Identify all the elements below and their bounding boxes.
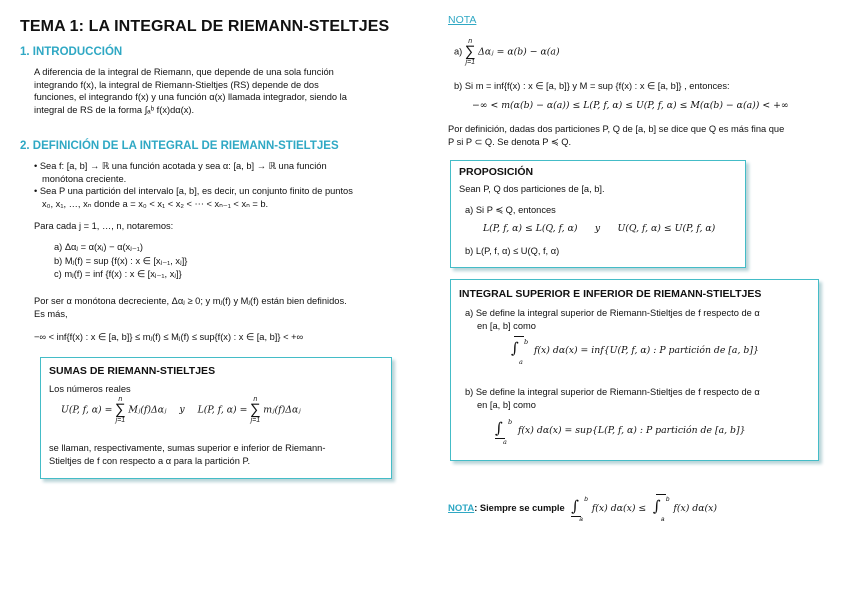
limit-b: b <box>508 418 513 426</box>
sum-sign: ∑ <box>249 401 261 418</box>
proposicion-intro: Sean P, Q dos particiones de [a, b]. <box>459 184 605 194</box>
integral-a-line: a) Se define la integral superior de Riemann-Stieltjes de f respecto de α <box>465 308 760 318</box>
proposicion-b: b) L(P, f, α) ≤ U(Q, f, α) <box>465 246 560 256</box>
def-line: monótona creciente. <box>42 173 127 184</box>
lower-sum-lhs: L(P, f, α) = <box>197 404 248 416</box>
summation-symbol <box>115 396 126 424</box>
upper-integral-eq: f(x) dα(x) = inf{U(P, f, α) : P partición de [a, b]} <box>533 345 759 356</box>
item-a-label: a) <box>454 46 463 57</box>
sumas-formulas <box>61 396 301 424</box>
para-cada: Para cada j = 1, …, n, notaremos: <box>34 221 174 231</box>
intro-line: A diferencia de la integral de Riemann, que depende de una sola función <box>34 67 334 77</box>
notation-item: b) Mⱼ(f) = sup {f(x) : x ∈ [xⱼ₋₁, xⱼ]} <box>54 255 188 266</box>
monotone-paragraph <box>34 295 347 320</box>
lower-integral-sign: ∫ b a <box>495 420 515 439</box>
integral-b-line: en [a, b] como <box>477 399 536 410</box>
def-line: • Sea P una partición del intervalo [a, b], es decir, un conjunto finito de puntos <box>34 186 353 197</box>
sum-lower-limit: j=1 <box>465 59 475 66</box>
upper-sum-lhs: U(P, f, α) = <box>61 404 113 416</box>
nota-final-rhs: f(x) dα(x) <box>673 503 718 514</box>
limit-b: b <box>584 496 588 503</box>
sum-upper-limit: n <box>118 396 123 403</box>
proposicion-title: PROPOSICIÓN <box>459 166 534 178</box>
notation-list <box>54 241 187 282</box>
nota-final-text: : Siempre se cumple <box>474 503 565 513</box>
proposicion-a-equations <box>483 223 715 236</box>
monotone-line: Es más, <box>34 308 68 319</box>
bounds-inequality: −∞ < inf{f(x) : x ∈ [a, b]} ≤ mⱼ(f) ≤ Mⱼ(f) ≤ sup{f(x) : x ∈ [a, b]} < +∞ <box>34 332 304 342</box>
nota-final <box>448 496 718 523</box>
integral-b-line: b) Se define la integral superior de Riemann-Stieltjes de f respecto de α <box>465 387 760 397</box>
integral-box <box>450 279 819 461</box>
notation-item: c) mⱼ(f) = inf {f(x) : x ∈ [xⱼ₋₁, xⱼ]} <box>54 269 182 279</box>
nota-item-a <box>454 38 560 66</box>
sumas-text <box>49 442 325 467</box>
proposicion-box <box>450 160 746 268</box>
nota-item-b: b) Si m = inf{f(x) : x ∈ [a, b]} y M = sup {f(x) : x ∈ [a, b]} , entonces: <box>454 81 730 91</box>
sum-lower-limit: j=1 <box>115 417 126 424</box>
summation-symbol <box>250 396 261 424</box>
page-title: TEMA 1: LA INTEGRAL DE RIEMANN-STELTJES <box>20 18 390 35</box>
upper-integral-formula <box>511 338 759 366</box>
sumas-intro: Los números reales <box>49 384 131 394</box>
intro-paragraph <box>34 66 347 116</box>
sum-upper-limit: n <box>468 38 473 45</box>
def-line: x₀, x₁, …, xₙ donde a = x₀ < x₁ < x₂ < ⋯ < xₙ₋₁ < xₙ = b. <box>42 198 269 209</box>
limit-a: a <box>503 438 507 446</box>
section-definicion: 2. DEFINICIÓN DE LA INTEGRAL DE RIEMANN-STIELTJES <box>20 140 339 152</box>
intro-line: integrando f(x), la integral de Riemann-Stieltjes (RS) depende de dos <box>34 79 319 90</box>
nota-final-lhs: f(x) dα(x) ≤ <box>591 503 647 514</box>
prop-a-conjunction: y <box>594 223 601 234</box>
finer-line: Por definición, dadas dos particiones P, Q de [a, b] se dice que Q es más fina que <box>448 124 785 134</box>
finer-partition-definition <box>448 123 784 148</box>
intro-line: integral de RS de la forma ∫ₐᵇ f(x)dα(x). <box>34 104 195 115</box>
intro-line: funciones, el integrando f(x) y una función α(x) llamada integrador, siendo la <box>34 92 347 103</box>
section-introduccion: 1. INTRODUCCIÓN <box>20 46 123 58</box>
sumas-box <box>40 357 392 479</box>
monotone-line: Por ser α monótona decreciente, Δαⱼ ≥ 0; y mⱼ(f) y Mⱼ(f) están bien definidos. <box>34 296 347 306</box>
sum-lower-limit: j=1 <box>250 417 261 424</box>
limit-b: b <box>524 338 529 346</box>
limit-a: a <box>660 516 665 523</box>
notation-item: a) Δαⱼ = α(xⱼ) − α(xⱼ₋₁) <box>54 242 143 252</box>
upper-integral-sign: ∫ b a <box>653 498 671 516</box>
upper-bar <box>514 336 524 337</box>
sumas-title: SUMAS DE RIEMANN-STIELTJES <box>49 365 216 377</box>
integral-b-text <box>465 386 760 411</box>
nota-item-b-equation: −∞ < m(α(b) − α(a)) ≤ L(P, f, α) ≤ U(P, f, α) ≤ M(α(b) − α(a)) < +∞ <box>472 100 789 111</box>
item-a-equation: Δαⱼ = α(b) − α(a) <box>478 46 560 58</box>
lower-integral-eq: f(x) dα(x) = sup{L(P, f, α) : P partición de [a, b]} <box>517 425 746 436</box>
lower-integral-sign: ∫ b a <box>571 498 589 516</box>
lower-integral-formula <box>495 418 746 446</box>
upper-integral-sign: ∫ b a <box>511 340 531 359</box>
prop-a-eq1: L(P, f, α) ≤ L(Q, f, α) <box>483 223 578 234</box>
integral-a-line: en [a, b] como <box>477 320 536 331</box>
sum-sign: ∑ <box>115 401 126 418</box>
conjunction-y: y <box>179 404 185 416</box>
upper-sum-term: Mⱼ(f)Δαⱼ <box>128 404 167 416</box>
summation-symbol <box>465 38 476 66</box>
def-line: • Sea f: [a, b] → ℝ una función acotada y sea α: [a, b] → ℝ una función <box>34 161 327 171</box>
proposicion-a: a) Si P ≼ Q, entonces <box>465 205 556 215</box>
limit-b: b <box>665 496 670 503</box>
limit-a: a <box>519 358 523 366</box>
lower-sum-term: mⱼ(f)Δαⱼ <box>263 404 301 416</box>
sumas-text-line: se llaman, respectivamente, sumas superior e inferior de Riemann- <box>49 443 326 453</box>
sum-upper-limit: n <box>253 396 258 403</box>
sum-sign: ∑ <box>464 43 476 60</box>
finer-line: P si P ⊂ Q. Se denota P ≼ Q. <box>448 136 572 147</box>
limit-a: a <box>579 516 583 523</box>
integral-a-text <box>465 307 760 332</box>
prop-a-eq2: U(Q, f, α) ≤ U(P, f, α) <box>617 223 716 234</box>
sumas-text-line: Stieltjes de f con respecto a α para la partición P. <box>49 455 251 466</box>
integral-title: INTEGRAL SUPERIOR E INFERIOR DE RIEMANN-STIELTJES <box>459 288 762 300</box>
nota-heading: NOTA <box>448 14 477 26</box>
nota-final-label: NOTA <box>448 503 475 514</box>
definition-list <box>34 160 353 210</box>
